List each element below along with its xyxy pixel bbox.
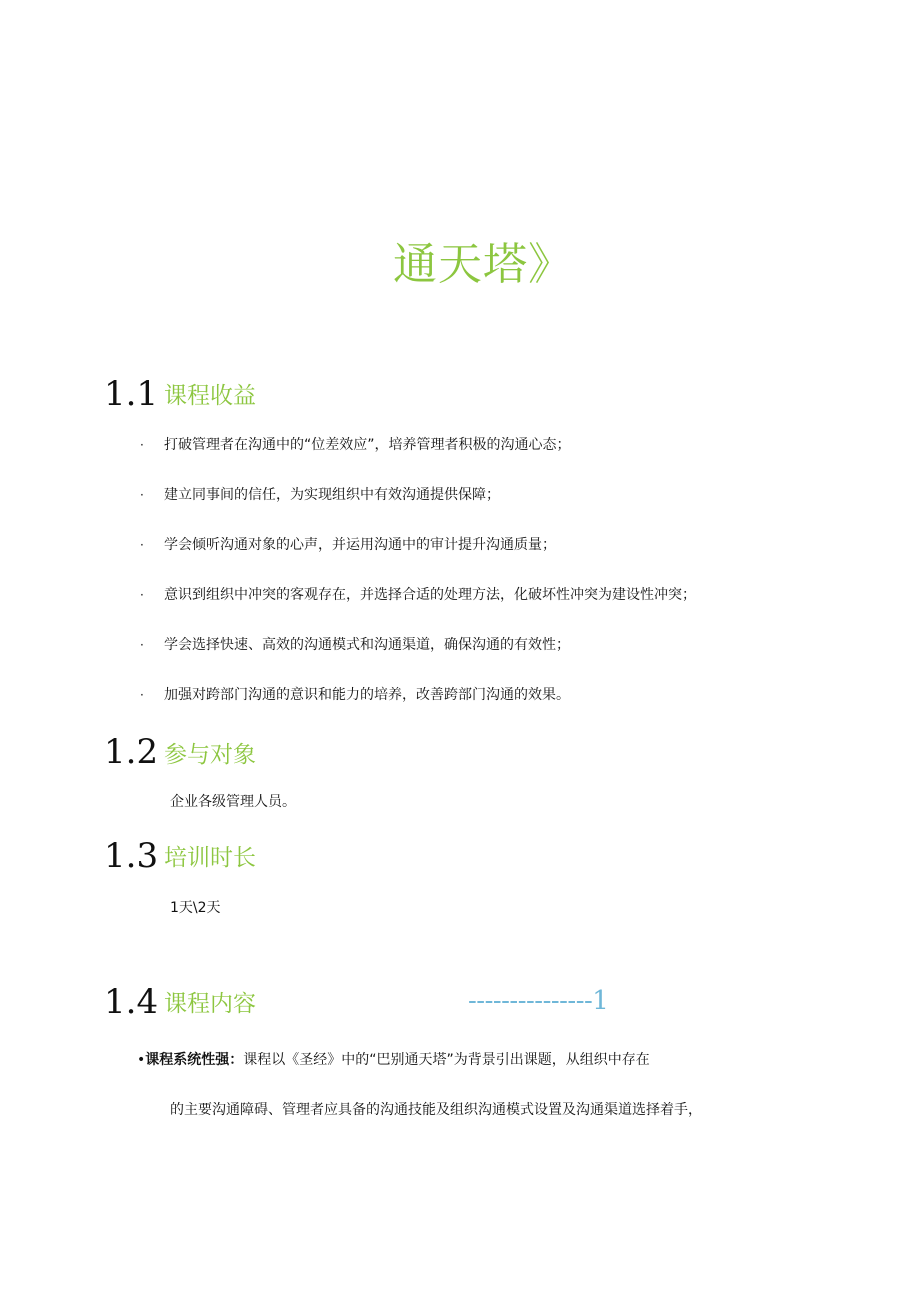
list-item-text: 学会选择快速、高效的沟通模式和沟通渠道，确保沟通的有效性； (164, 637, 570, 653)
content-paragraph-line-2: 的主要沟通障碍、管理者应具备的沟通技能及组织沟通模式设置及沟通渠道选择着手， (170, 1102, 702, 1118)
section-number-duration: 1.3 (104, 836, 159, 876)
section-title-duration: 培训时长 (164, 845, 256, 871)
bullet-icon: · (140, 688, 144, 702)
section-number-content: 1.4 (104, 982, 159, 1022)
content-paragraph-line-1 (137, 1049, 650, 1071)
section-title-content: 课程内容 (164, 991, 256, 1017)
content-lead-text: 课程系统性强： (145, 1052, 244, 1068)
audience-text: 企业各级管理人员。 (170, 794, 296, 810)
list-item-text: 建立同事间的信任，为实现组织中有效沟通提供保障； (164, 487, 500, 503)
section-number-benefits: 1.1 (104, 374, 159, 414)
section-title-audience: 参与对象 (164, 742, 256, 768)
duration-text: 1天\2天 (170, 900, 221, 916)
list-item-text: 学会倾听沟通对象的心声，并运用沟通中的审计提升沟通质量； (164, 537, 556, 553)
content-line-1-text: 课程以《圣经》中的“巴别通天塔”为背景引出课题，从组织中存在 (243, 1052, 650, 1068)
bullet-icon: · (140, 438, 144, 452)
bullet-icon: · (140, 538, 144, 552)
list-item-text: 加强对跨部门沟通的意识和能力的培养，改善跨部门沟通的效果。 (164, 687, 570, 703)
content-bullet-icon: • (137, 1052, 146, 1068)
bullet-icon: · (140, 638, 144, 652)
toc-leader-page-number: ---------------1 (468, 986, 609, 1016)
bullet-icon: · (140, 488, 144, 502)
section-number-audience: 1.2 (104, 732, 159, 772)
list-item-text: 意识到组织中冲突的客观存在，并选择合适的处理方法，化破坏性冲突为建设性冲突； (164, 587, 696, 603)
banner-title-text: 通天塔》 (393, 239, 573, 290)
bullet-icon: · (140, 588, 144, 602)
section-title-benefits: 课程收益 (164, 383, 256, 409)
banner-title (393, 238, 573, 292)
list-item-text: 打破管理者在沟通中的“位差效应”，培养管理者积极的沟通心态； (164, 437, 571, 453)
